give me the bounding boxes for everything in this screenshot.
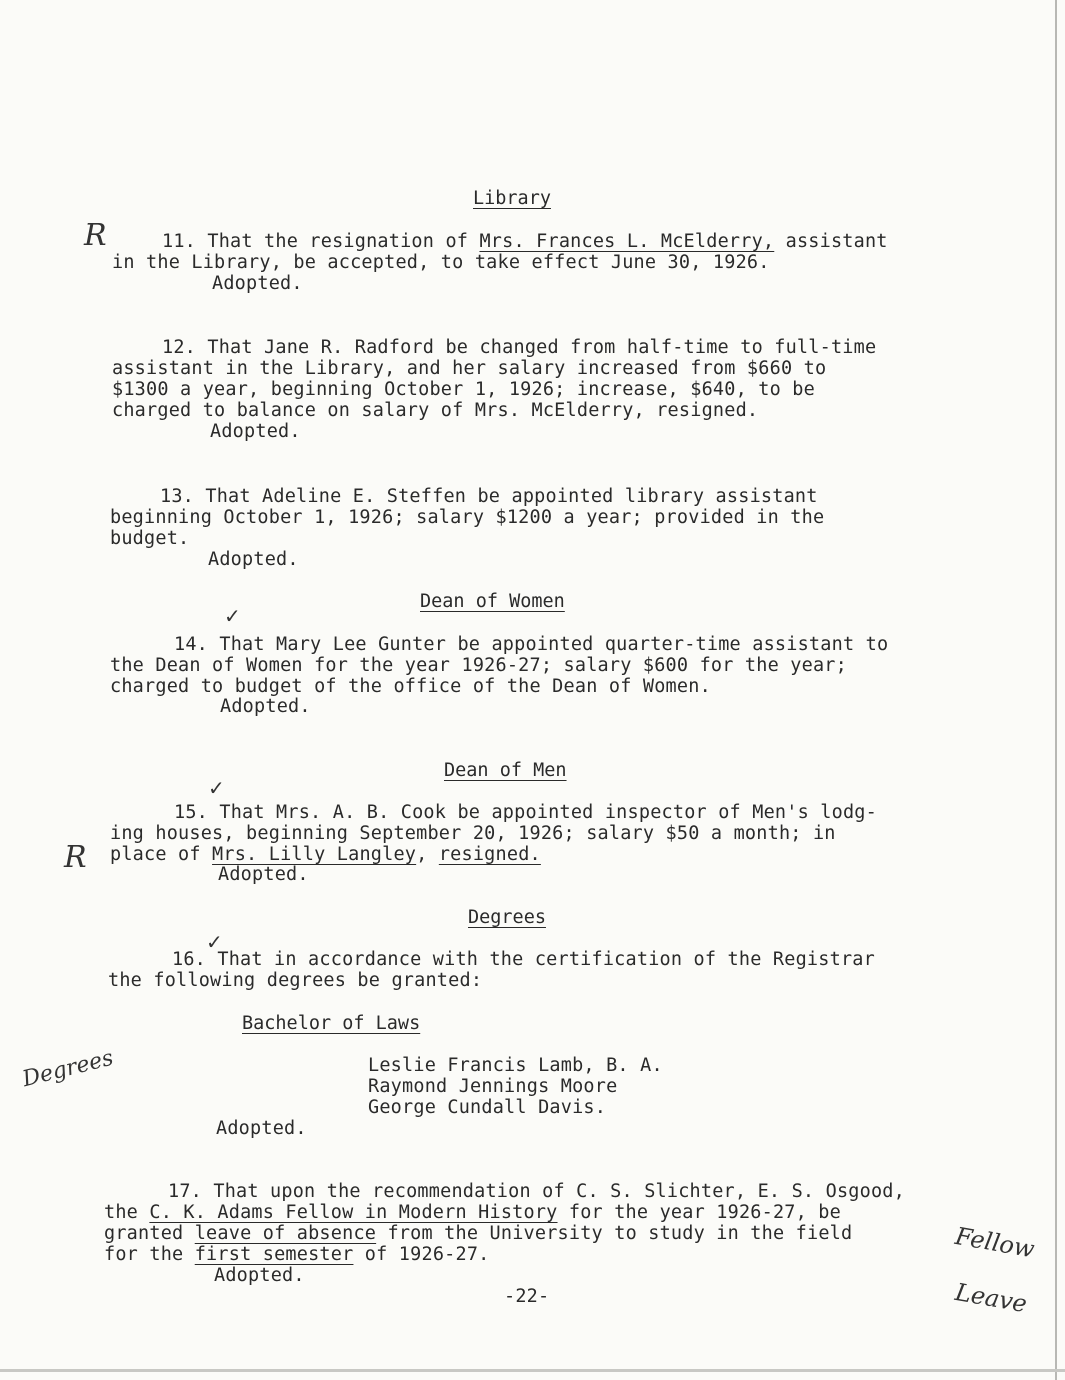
item-14-line-2: the Dean of Women for the year 1926-27; salary $600 for the year; [110,655,847,676]
item-17-line-4 [104,1244,490,1265]
annotation-fellow: Fellow [953,1222,1037,1264]
item-17-text-e: for the [104,1244,195,1265]
item-12-line-1: 12. That Jane R. Radford be changed from half-time to full-time [162,337,877,358]
item-17-adopted: Adopted. [214,1265,305,1286]
item-13-line-2: beginning October 1, 1926; salary $1200 a year; provided in the [110,507,825,528]
item-11-name: Mrs. Frances L. McElderry, [479,231,775,252]
item-11-line-1 [162,231,888,252]
heading-bachelor-of-laws: Bachelor of Laws [242,1013,421,1034]
annotation-degrees: Degrees [20,1045,116,1093]
item-17-text-f: of 1926-27. [353,1244,490,1265]
check-mark-icon: ✓ [208,776,225,800]
item-16-line-1: 16. That in accordance with the certification of the Registrar [172,949,875,970]
item-17-semester: first semester [194,1244,354,1265]
item-14-line-3: charged to budget of the office of the Dean of Women. [110,676,711,697]
heading-dean-of-men: Dean of Men [444,760,567,781]
item-11-adopted: Adopted. [212,273,303,294]
item-15-line-1: 15. That Mrs. A. B. Cook be appointed inspector of Men's lodg- [174,802,877,823]
annotation-r-library: R [84,218,107,253]
item-15-resigned: resigned. [438,844,541,865]
degree-name-2: Raymond Jennings Moore [368,1076,618,1097]
item-12-adopted: Adopted. [210,421,301,442]
item-13-adopted: Adopted. [208,549,299,570]
item-17-line-2 [104,1202,841,1223]
item-11-line-2: in the Library, be accepted, to take effect June 30, 1926. [112,252,770,273]
item-15-line-3 [110,844,541,865]
item-17-line-3 [104,1223,852,1244]
item-17-text-a: the [104,1202,150,1223]
item-15-adopted: Adopted. [218,864,309,885]
item-17-line-1: 17. That upon the recommendation of C. S. Slichter, E. S. Osgood, [168,1181,905,1202]
item-14-line-1: 14. That Mary Lee Gunter be appointed quarter-time assistant to [174,634,889,655]
item-17-fellowship: C. K. Adams Fellow in Modern History [149,1202,558,1223]
item-15-line-2: ing houses, beginning September 20, 1926; salary $50 a month; in [110,823,836,844]
item-14-adopted: Adopted. [220,696,311,717]
item-12-line-3: $1300 a year, beginning October 1, 1926; increase, $640, to be [112,379,815,400]
item-15-text-b: , [416,844,439,865]
item-16-adopted: Adopted. [216,1118,307,1139]
heading-degrees: Degrees [468,907,546,928]
item-12-line-4: charged to balance on salary of Mrs. McElderry, resigned. [112,400,759,421]
page-number: -22- [504,1286,550,1307]
degree-name-3: George Cundall Davis. [368,1097,607,1118]
annotation-r-dean-of-men: R [64,840,87,875]
item-12-line-2: assistant in the Library, and her salary increased from $660 to [112,358,827,379]
item-13-line-3: budget. [110,528,190,549]
page-edge-bottom [0,1369,1065,1372]
item-16-line-2: the following degrees be granted: [108,970,483,991]
check-mark-icon: ✓ [224,604,241,628]
item-15-name: Mrs. Lilly Langley [212,844,417,865]
item-11-text-b: assistant [774,231,888,252]
annotation-leave: Leave [953,1278,1030,1319]
check-mark-icon: ✓ [206,930,223,954]
item-17-text-c: granted [104,1223,195,1244]
item-17-text-b: for the year 1926-27, be [557,1202,841,1223]
degree-name-1: Leslie Francis Lamb, B. A. [368,1055,663,1076]
item-17-text-d: from the University to study in the field [376,1223,853,1244]
heading-dean-of-women: Dean of Women [420,591,565,612]
item-13-line-1: 13. That Adeline E. Steffen be appointed library assistant [160,486,818,507]
item-17-leave: leave of absence [194,1223,377,1244]
item-11-text-a: 11. That the resignation of [162,231,480,252]
page-edge-right [1055,0,1057,1380]
heading-library: Library [473,188,551,209]
item-15-text-a: place of [110,844,213,865]
